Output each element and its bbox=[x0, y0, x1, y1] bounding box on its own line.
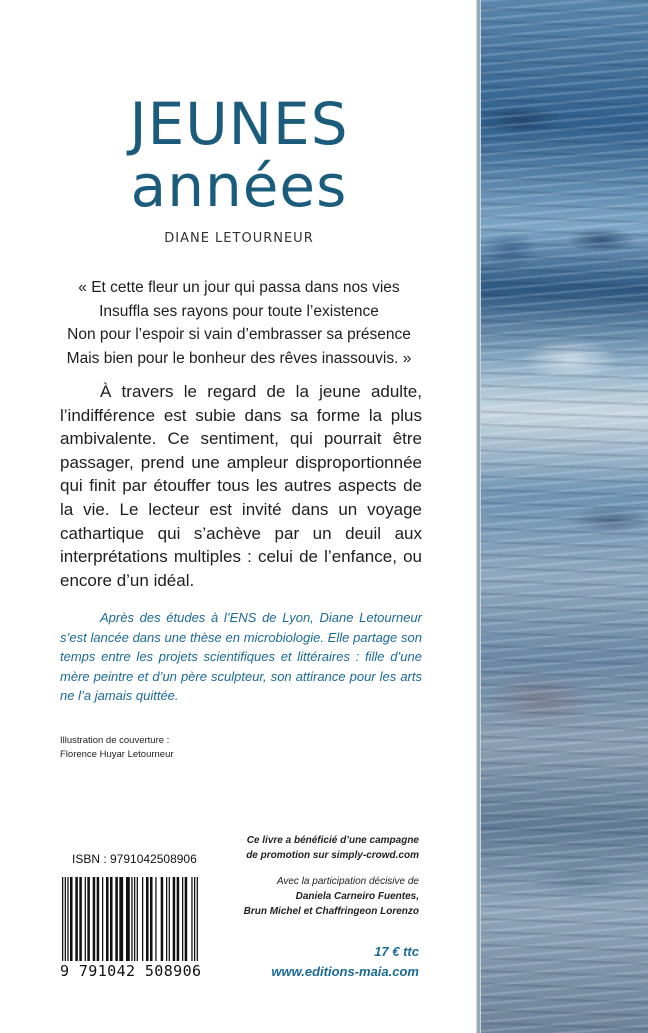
barcode-bar bbox=[110, 877, 113, 961]
water-ripples-dark bbox=[481, 0, 648, 1033]
book-summary bbox=[60, 380, 422, 592]
barcode-digits: 9 791042 508906 bbox=[60, 962, 202, 980]
barcode bbox=[60, 871, 200, 967]
barcode-bar bbox=[161, 877, 164, 961]
barcode-bar bbox=[169, 877, 170, 961]
barcode-bar bbox=[185, 877, 188, 961]
barcode-bar bbox=[93, 877, 96, 961]
barcode-bar bbox=[62, 877, 63, 961]
book-title-line1: JEUNES bbox=[129, 90, 349, 158]
bio-paragraph: Après des études à l’ENS de Lyon, Diane Letourneur s’est lancée dans une thèse en microbiologie. Elle partage son temps entre les projets scientifiques et littéraires : fille d’une mère peintre et d’un père sculpteur, son attirance pour les arts ne l’a jamais quittée. bbox=[60, 610, 422, 703]
barcode-bar bbox=[142, 877, 143, 961]
credit-label: Illustration de couverture : bbox=[60, 735, 170, 746]
barcode-bar bbox=[102, 877, 103, 961]
participation-note bbox=[232, 874, 419, 919]
promo-line: Ce livre a bénéficié d’une campagne bbox=[246, 835, 419, 846]
barcode-bar bbox=[134, 877, 135, 961]
participant-names: Daniela Carneiro Fuentes, bbox=[295, 891, 419, 902]
barcode-bar bbox=[191, 877, 192, 961]
publisher-website: www.editions-maia.com bbox=[271, 964, 419, 979]
poem-line: Insuffla ses rayons pour toute l’existence bbox=[99, 302, 379, 320]
barcode-bar bbox=[146, 877, 149, 961]
barcode-bar bbox=[67, 877, 68, 961]
author-bio bbox=[60, 608, 422, 706]
barcode-bar bbox=[87, 877, 90, 961]
barcode-bar bbox=[85, 877, 86, 961]
barcode-bar bbox=[182, 877, 183, 961]
barcode-bar bbox=[177, 877, 180, 961]
book-title-line2: années bbox=[130, 152, 348, 220]
barcode-bar bbox=[126, 877, 130, 961]
barcode-bar bbox=[150, 877, 153, 961]
barcode-bar bbox=[97, 877, 100, 961]
barcode-bar bbox=[65, 877, 66, 961]
barcode-bar bbox=[106, 877, 109, 961]
barcode-bar bbox=[137, 877, 138, 961]
book-price: 17 € ttc bbox=[374, 944, 419, 959]
barcode-bar bbox=[194, 877, 195, 961]
barcode-bar bbox=[75, 877, 78, 961]
barcode-bar bbox=[166, 877, 167, 961]
poem-line: « Et cette fleur un jour qui passa dans nos vies bbox=[78, 279, 400, 296]
promo-line: de promotion sur simply-crowd.com bbox=[246, 850, 419, 861]
barcode-bar bbox=[173, 877, 176, 961]
barcode-bar bbox=[115, 877, 118, 961]
participation-intro: Avec la participation décisive de bbox=[276, 876, 419, 887]
barcode-bar bbox=[131, 877, 132, 961]
barcode-bar bbox=[70, 877, 73, 961]
isbn-label: ISBN : 9791042508906 bbox=[72, 852, 197, 866]
illustration-credit bbox=[60, 734, 174, 762]
poem-line: Non pour l’espoir si vain d’embrasser sa présence bbox=[67, 326, 411, 343]
barcode-bar bbox=[119, 877, 123, 961]
barcode-bar bbox=[79, 877, 82, 961]
barcode-bar bbox=[197, 877, 198, 961]
barcode-bar bbox=[155, 877, 156, 961]
poem-excerpt bbox=[0, 276, 478, 370]
author-name: DIANE LETOURNEUR bbox=[164, 231, 314, 246]
watercolor-illustration bbox=[481, 0, 648, 1033]
participant-names: Brun Michel et Chaffringeon Lorenzo bbox=[243, 906, 419, 917]
credit-name: Florence Huyar Letourneur bbox=[60, 749, 174, 760]
promotion-note bbox=[232, 833, 419, 863]
poem-line: Mais bien pour le bonheur des rêves inassouvis. » bbox=[66, 349, 412, 367]
summary-paragraph: À travers le regard de la jeune adulte, l’indifférence est subie dans sa forme la plus ambivalente. Ce sentiment, qui pourrait être passager, prend une ampleur disproportionnée qui finit par étouffer tous les autres aspects de la vie. Le lecteur est invité dans un voyage cathartique qui s’achève par un deuil aux interprétations multiples : celui de l’enfance, ou encore d’un idéal. bbox=[60, 382, 422, 590]
